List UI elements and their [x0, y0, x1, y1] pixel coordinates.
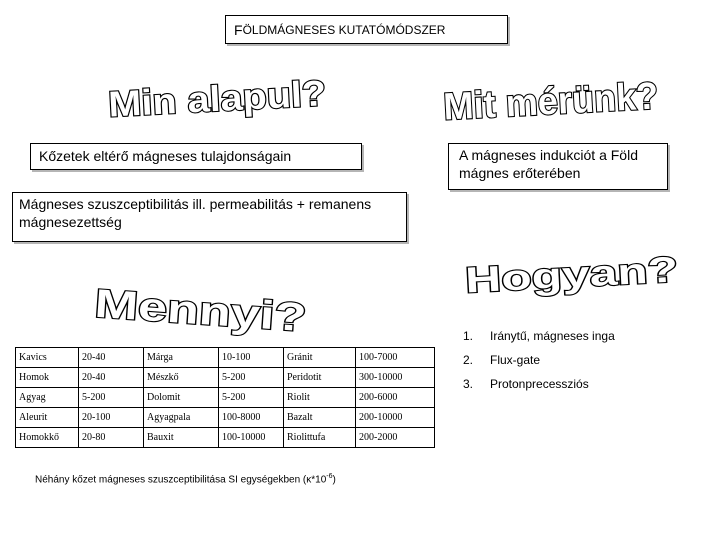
table-cell: Bazalt: [284, 408, 356, 428]
table-row: [16, 388, 435, 408]
caption-text: Néhány kőzet mágneses szuszceptibilitása SI egységekben (κ*10: [35, 474, 327, 486]
methods-list: [463, 324, 615, 396]
table-cell: 20-80: [79, 428, 144, 448]
table-cell: 5-200: [219, 388, 284, 408]
table-cell: 10-100: [219, 348, 284, 368]
table-cell: Peridotit: [284, 368, 356, 388]
table-cell: 100-10000: [219, 428, 284, 448]
caption-close: ): [332, 474, 336, 486]
measure-box: [448, 143, 668, 190]
table-cell: Agyag: [16, 388, 79, 408]
table-cell: Homok: [16, 368, 79, 388]
susceptibility-text: Mágneses szuszceptibilitás ill. permeabilitás + remanens mágnesezettség: [19, 196, 372, 230]
table-cell: Riolit: [284, 388, 356, 408]
susceptibility-box: [12, 192, 407, 242]
table-cell: Márga: [144, 348, 219, 368]
table-row: [16, 348, 435, 368]
table-cell: 20-100: [79, 408, 144, 428]
wordart-basis: Min alapul?: [107, 73, 308, 125]
table-cell: Agyagpala: [144, 408, 219, 428]
table-cell: 100-7000: [356, 348, 435, 368]
method-label: Protonprecessziós: [490, 377, 589, 391]
method-item: [463, 324, 615, 348]
table-cell: Bauxit: [144, 428, 219, 448]
basis-text: Kőzetek eltérő mágneses tulajdonságain: [39, 148, 292, 164]
table-cell: 200-10000: [356, 408, 435, 428]
basis-box: [30, 143, 362, 170]
method-number: 1.: [463, 329, 474, 343]
table-cell: Homokkő: [16, 428, 79, 448]
table-caption: [35, 473, 336, 485]
table-cell: Riolittufa: [284, 428, 356, 448]
wordart-what: Mit mérünk?: [442, 74, 671, 129]
table-cell: 20-40: [79, 348, 144, 368]
table-row: [16, 368, 435, 388]
table-row: [16, 428, 435, 448]
table-cell: Kavics: [16, 348, 79, 368]
table-cell: 300-10000: [356, 368, 435, 388]
method-item: [463, 348, 615, 372]
wordart-how: Hogyan?: [464, 251, 621, 301]
table-cell: 200-6000: [356, 388, 435, 408]
title-text: ÖLDMÁGNESES KUTATÓMÓDSZER: [242, 22, 446, 37]
method-number: 3.: [463, 377, 474, 391]
table-cell: Dolomit: [144, 388, 219, 408]
method-label: Iránytű, mágneses inga: [490, 329, 615, 343]
method-number: 2.: [463, 353, 474, 367]
table-row: [16, 408, 435, 428]
table-cell: Aleurit: [16, 408, 79, 428]
susceptibility-table: [15, 347, 435, 448]
table-cell: 5-200: [79, 388, 144, 408]
table-cell: Mészkő: [144, 368, 219, 388]
caption-exponent: -6: [326, 473, 333, 480]
table-cell: 5-200: [219, 368, 284, 388]
title-first-letter: F: [234, 21, 243, 38]
method-label: Flux-gate: [490, 353, 541, 367]
method-item: [463, 372, 615, 396]
table-cell: 200-2000: [356, 428, 435, 448]
table-cell: Gránit: [284, 348, 356, 368]
table-cell: 100-8000: [219, 408, 284, 428]
measure-text: A mágneses indukciót a Föld mágnes erőterében: [459, 147, 638, 181]
wordart-how-much: Mennyi?: [93, 281, 259, 337]
table-cell: 20-40: [79, 368, 144, 388]
